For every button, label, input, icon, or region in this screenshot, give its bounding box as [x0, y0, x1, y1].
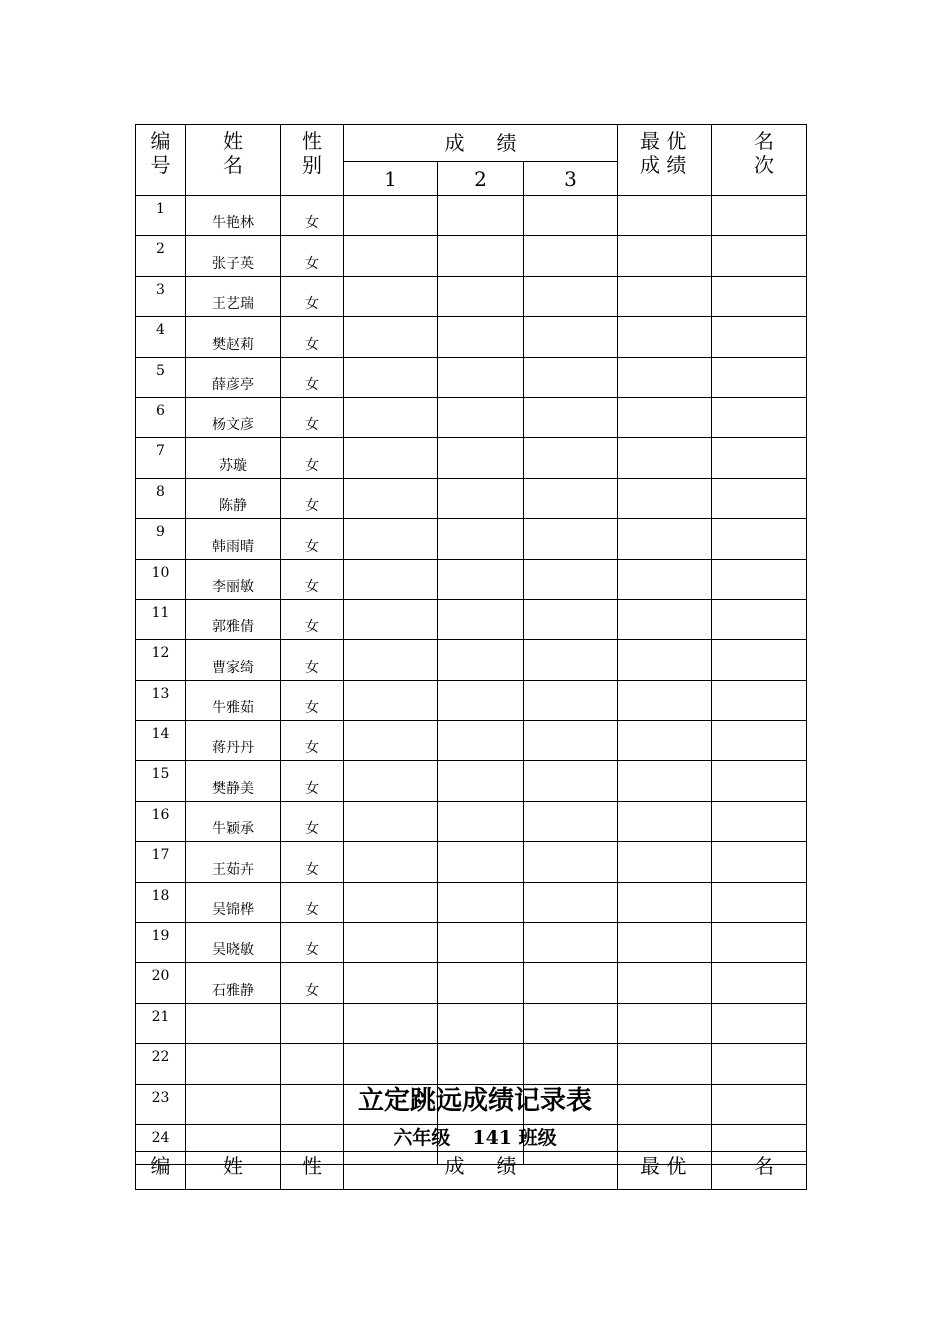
score-3-cell	[524, 761, 618, 801]
header-id-2: 编	[136, 1152, 186, 1190]
score-3-cell	[524, 882, 618, 922]
student-sex: 女	[281, 842, 344, 882]
student-sex: 女	[281, 680, 344, 720]
score-2-cell	[438, 357, 524, 397]
rank-cell	[712, 761, 807, 801]
rank-cell	[712, 478, 807, 518]
student-number: 7	[136, 438, 186, 478]
score-1-cell	[344, 882, 438, 922]
student-number: 6	[136, 397, 186, 437]
student-sex	[281, 1044, 344, 1084]
header-sex-2: 性	[281, 1152, 344, 1190]
student-sex: 女	[281, 761, 344, 801]
score-record-table	[135, 124, 807, 1165]
rank-cell	[712, 317, 807, 357]
student-number: 22	[136, 1044, 186, 1084]
score-2-cell	[438, 196, 524, 236]
rank-cell	[712, 640, 807, 680]
rank-cell	[712, 1003, 807, 1043]
student-number: 19	[136, 923, 186, 963]
header-row-2	[136, 1152, 807, 1190]
best-score-cell	[618, 276, 712, 316]
best-score-cell	[618, 357, 712, 397]
table-row	[136, 680, 807, 720]
student-number: 9	[136, 519, 186, 559]
student-number: 14	[136, 721, 186, 761]
score-3-cell	[524, 680, 618, 720]
table-row	[136, 196, 807, 236]
rank-cell	[712, 963, 807, 1003]
score-1-cell	[344, 599, 438, 639]
score-1-cell	[344, 640, 438, 680]
header-rank-2: 名	[712, 1152, 807, 1190]
student-number: 21	[136, 1003, 186, 1043]
score-2-cell	[438, 721, 524, 761]
class-label: 141 班级	[472, 1127, 557, 1149]
table-row	[136, 761, 807, 801]
student-number: 5	[136, 357, 186, 397]
best-score-cell	[618, 397, 712, 437]
table-row	[136, 236, 807, 276]
student-name: 李丽敏	[186, 559, 281, 599]
rank-cell	[712, 599, 807, 639]
table-row	[136, 519, 807, 559]
rank-cell	[712, 721, 807, 761]
student-number: 15	[136, 761, 186, 801]
score-3-cell	[524, 397, 618, 437]
student-number: 12	[136, 640, 186, 680]
score-1-cell	[344, 438, 438, 478]
student-sex: 女	[281, 599, 344, 639]
score-3-cell	[524, 1003, 618, 1043]
score-1-cell	[344, 397, 438, 437]
score-3-cell	[524, 923, 618, 963]
header-id: 编 号	[136, 125, 186, 196]
student-sex: 女	[281, 236, 344, 276]
table-row	[136, 438, 807, 478]
score-2-cell	[438, 599, 524, 639]
score-2-cell	[438, 438, 524, 478]
best-score-cell	[618, 196, 712, 236]
score-2-cell	[438, 801, 524, 841]
rank-cell	[712, 801, 807, 841]
class-subtitle	[0, 1125, 950, 1151]
score-2-cell	[438, 397, 524, 437]
best-score-cell	[618, 640, 712, 680]
score-2-cell	[438, 842, 524, 882]
student-name: 陈静	[186, 478, 281, 518]
page-title: 立定跳远成绩记录表	[357, 1086, 592, 1116]
student-name: 牛艳林	[186, 196, 281, 236]
header-name-2: 姓	[186, 1152, 281, 1190]
table-row	[136, 1003, 807, 1043]
rank-cell	[712, 276, 807, 316]
score-2-cell	[438, 923, 524, 963]
score-col-3: 3	[524, 162, 618, 196]
rank-cell	[712, 438, 807, 478]
student-sex: 女	[281, 196, 344, 236]
score-2-cell	[438, 559, 524, 599]
table-row	[136, 640, 807, 680]
table-row	[136, 599, 807, 639]
student-number: 8	[136, 478, 186, 518]
table-row	[136, 357, 807, 397]
student-number: 2	[136, 236, 186, 276]
table-row	[136, 721, 807, 761]
score-1-cell	[344, 842, 438, 882]
rank-cell	[712, 680, 807, 720]
score-2-cell	[438, 1044, 524, 1084]
student-number: 13	[136, 680, 186, 720]
best-score-cell	[618, 478, 712, 518]
table-row	[136, 801, 807, 841]
student-name: 薛彦亭	[186, 357, 281, 397]
student-sex: 女	[281, 519, 344, 559]
student-number: 17	[136, 842, 186, 882]
table-row	[136, 882, 807, 922]
table-row	[136, 317, 807, 357]
best-score-cell	[618, 1003, 712, 1043]
rank-cell	[712, 236, 807, 276]
best-score-cell	[618, 842, 712, 882]
student-sex	[281, 1003, 344, 1043]
header-score: 成 绩	[344, 125, 618, 162]
student-sex: 女	[281, 559, 344, 599]
table-row	[136, 478, 807, 518]
best-score-cell	[618, 882, 712, 922]
score-3-cell	[524, 559, 618, 599]
score-3-cell	[524, 519, 618, 559]
student-sex: 女	[281, 438, 344, 478]
rank-cell	[712, 397, 807, 437]
student-name: 樊静美	[186, 761, 281, 801]
rank-cell	[712, 882, 807, 922]
student-name: 曹家绮	[186, 640, 281, 680]
student-name: 樊赵莉	[186, 317, 281, 357]
table-row	[136, 276, 807, 316]
student-sex: 女	[281, 963, 344, 1003]
student-name: 牛颖承	[186, 801, 281, 841]
score-1-cell	[344, 276, 438, 316]
score-2-cell	[438, 236, 524, 276]
best-score-cell	[618, 963, 712, 1003]
score-3-cell	[524, 438, 618, 478]
header-score-2: 成 绩	[344, 1152, 618, 1190]
student-name	[186, 1003, 281, 1043]
student-number: 16	[136, 801, 186, 841]
rank-cell	[712, 559, 807, 599]
best-score-cell	[618, 761, 712, 801]
student-name: 吴锦桦	[186, 882, 281, 922]
student-number: 11	[136, 599, 186, 639]
header-name: 姓 名	[186, 125, 281, 196]
score-1-cell	[344, 761, 438, 801]
student-number: 20	[136, 963, 186, 1003]
student-number: 23	[136, 1084, 186, 1124]
header-best-score-2: 最 优	[618, 1152, 712, 1190]
score-1-cell	[344, 801, 438, 841]
score-2-cell	[438, 882, 524, 922]
score-1-cell	[344, 721, 438, 761]
score-2-cell	[438, 1003, 524, 1043]
student-name: 蒋丹丹	[186, 721, 281, 761]
student-name: 王茹卉	[186, 842, 281, 882]
score-2-cell	[438, 963, 524, 1003]
score-3-cell	[524, 317, 618, 357]
student-number: 1	[136, 196, 186, 236]
score-3-cell	[524, 599, 618, 639]
score-3-cell	[524, 640, 618, 680]
best-score-cell	[618, 438, 712, 478]
score-1-cell	[344, 559, 438, 599]
student-sex: 女	[281, 721, 344, 761]
score-1-cell	[344, 317, 438, 357]
score-1-cell	[344, 680, 438, 720]
student-sex: 女	[281, 397, 344, 437]
score-record-table-2	[135, 1151, 807, 1190]
student-name: 苏璇	[186, 438, 281, 478]
student-name	[186, 1044, 281, 1084]
table-row	[136, 559, 807, 599]
rank-cell	[712, 196, 807, 236]
score-3-cell	[524, 963, 618, 1003]
rank-cell	[712, 519, 807, 559]
student-sex: 女	[281, 882, 344, 922]
header-rank: 名 次	[712, 125, 807, 196]
best-score-cell	[618, 801, 712, 841]
rank-cell	[712, 1044, 807, 1084]
student-name: 杨文彦	[186, 397, 281, 437]
score-3-cell	[524, 357, 618, 397]
student-number: 18	[136, 882, 186, 922]
student-name: 王艺瑞	[186, 276, 281, 316]
rank-cell	[712, 842, 807, 882]
table-row	[136, 923, 807, 963]
score-1-cell	[344, 478, 438, 518]
student-number: 3	[136, 276, 186, 316]
score-col-2: 2	[438, 162, 524, 196]
student-sex: 女	[281, 801, 344, 841]
best-score-cell	[618, 1044, 712, 1084]
score-3-cell	[524, 236, 618, 276]
best-score-cell	[618, 559, 712, 599]
score-2-cell	[438, 761, 524, 801]
score-2-cell	[438, 519, 524, 559]
student-name: 郭雅倩	[186, 599, 281, 639]
header-row	[136, 125, 807, 162]
rank-cell	[712, 357, 807, 397]
score-3-cell	[524, 276, 618, 316]
grade-label: 六年级	[393, 1127, 451, 1149]
student-name: 张子英	[186, 236, 281, 276]
student-sex: 女	[281, 276, 344, 316]
score-1-cell	[344, 1003, 438, 1043]
score-1-cell	[344, 963, 438, 1003]
score-2-cell	[438, 317, 524, 357]
score-1-cell	[344, 196, 438, 236]
score-3-cell	[524, 801, 618, 841]
student-sex: 女	[281, 317, 344, 357]
score-2-cell	[438, 680, 524, 720]
score-2-cell	[438, 478, 524, 518]
best-score-cell	[618, 599, 712, 639]
best-score-cell	[618, 721, 712, 761]
header-sex: 性 别	[281, 125, 344, 196]
score-1-cell	[344, 1044, 438, 1084]
score-3-cell	[524, 478, 618, 518]
best-score-cell	[618, 236, 712, 276]
student-name: 韩雨晴	[186, 519, 281, 559]
best-score-cell	[618, 519, 712, 559]
best-score-cell	[618, 680, 712, 720]
score-1-cell	[344, 357, 438, 397]
student-number: 4	[136, 317, 186, 357]
score-1-cell	[344, 923, 438, 963]
student-number: 10	[136, 559, 186, 599]
score-1-cell	[344, 519, 438, 559]
table-row	[136, 1044, 807, 1084]
table-row	[136, 842, 807, 882]
score-2-cell	[438, 276, 524, 316]
student-sex: 女	[281, 478, 344, 518]
best-score-cell	[618, 923, 712, 963]
student-sex: 女	[281, 640, 344, 680]
student-name: 牛雅茹	[186, 680, 281, 720]
best-score-cell	[618, 317, 712, 357]
score-1-cell	[344, 236, 438, 276]
student-sex: 女	[281, 923, 344, 963]
student-name: 石雅静	[186, 963, 281, 1003]
student-name: 吴晓敏	[186, 923, 281, 963]
score-col-1: 1	[344, 162, 438, 196]
score-2-cell	[438, 640, 524, 680]
score-3-cell	[524, 842, 618, 882]
score-3-cell	[524, 721, 618, 761]
table-row	[136, 963, 807, 1003]
rank-cell	[712, 923, 807, 963]
header-best-score: 最 优 成 绩	[618, 125, 712, 196]
score-3-cell	[524, 196, 618, 236]
table-row	[136, 397, 807, 437]
student-number: 24	[136, 1124, 186, 1164]
student-sex: 女	[281, 357, 344, 397]
score-3-cell	[524, 1044, 618, 1084]
